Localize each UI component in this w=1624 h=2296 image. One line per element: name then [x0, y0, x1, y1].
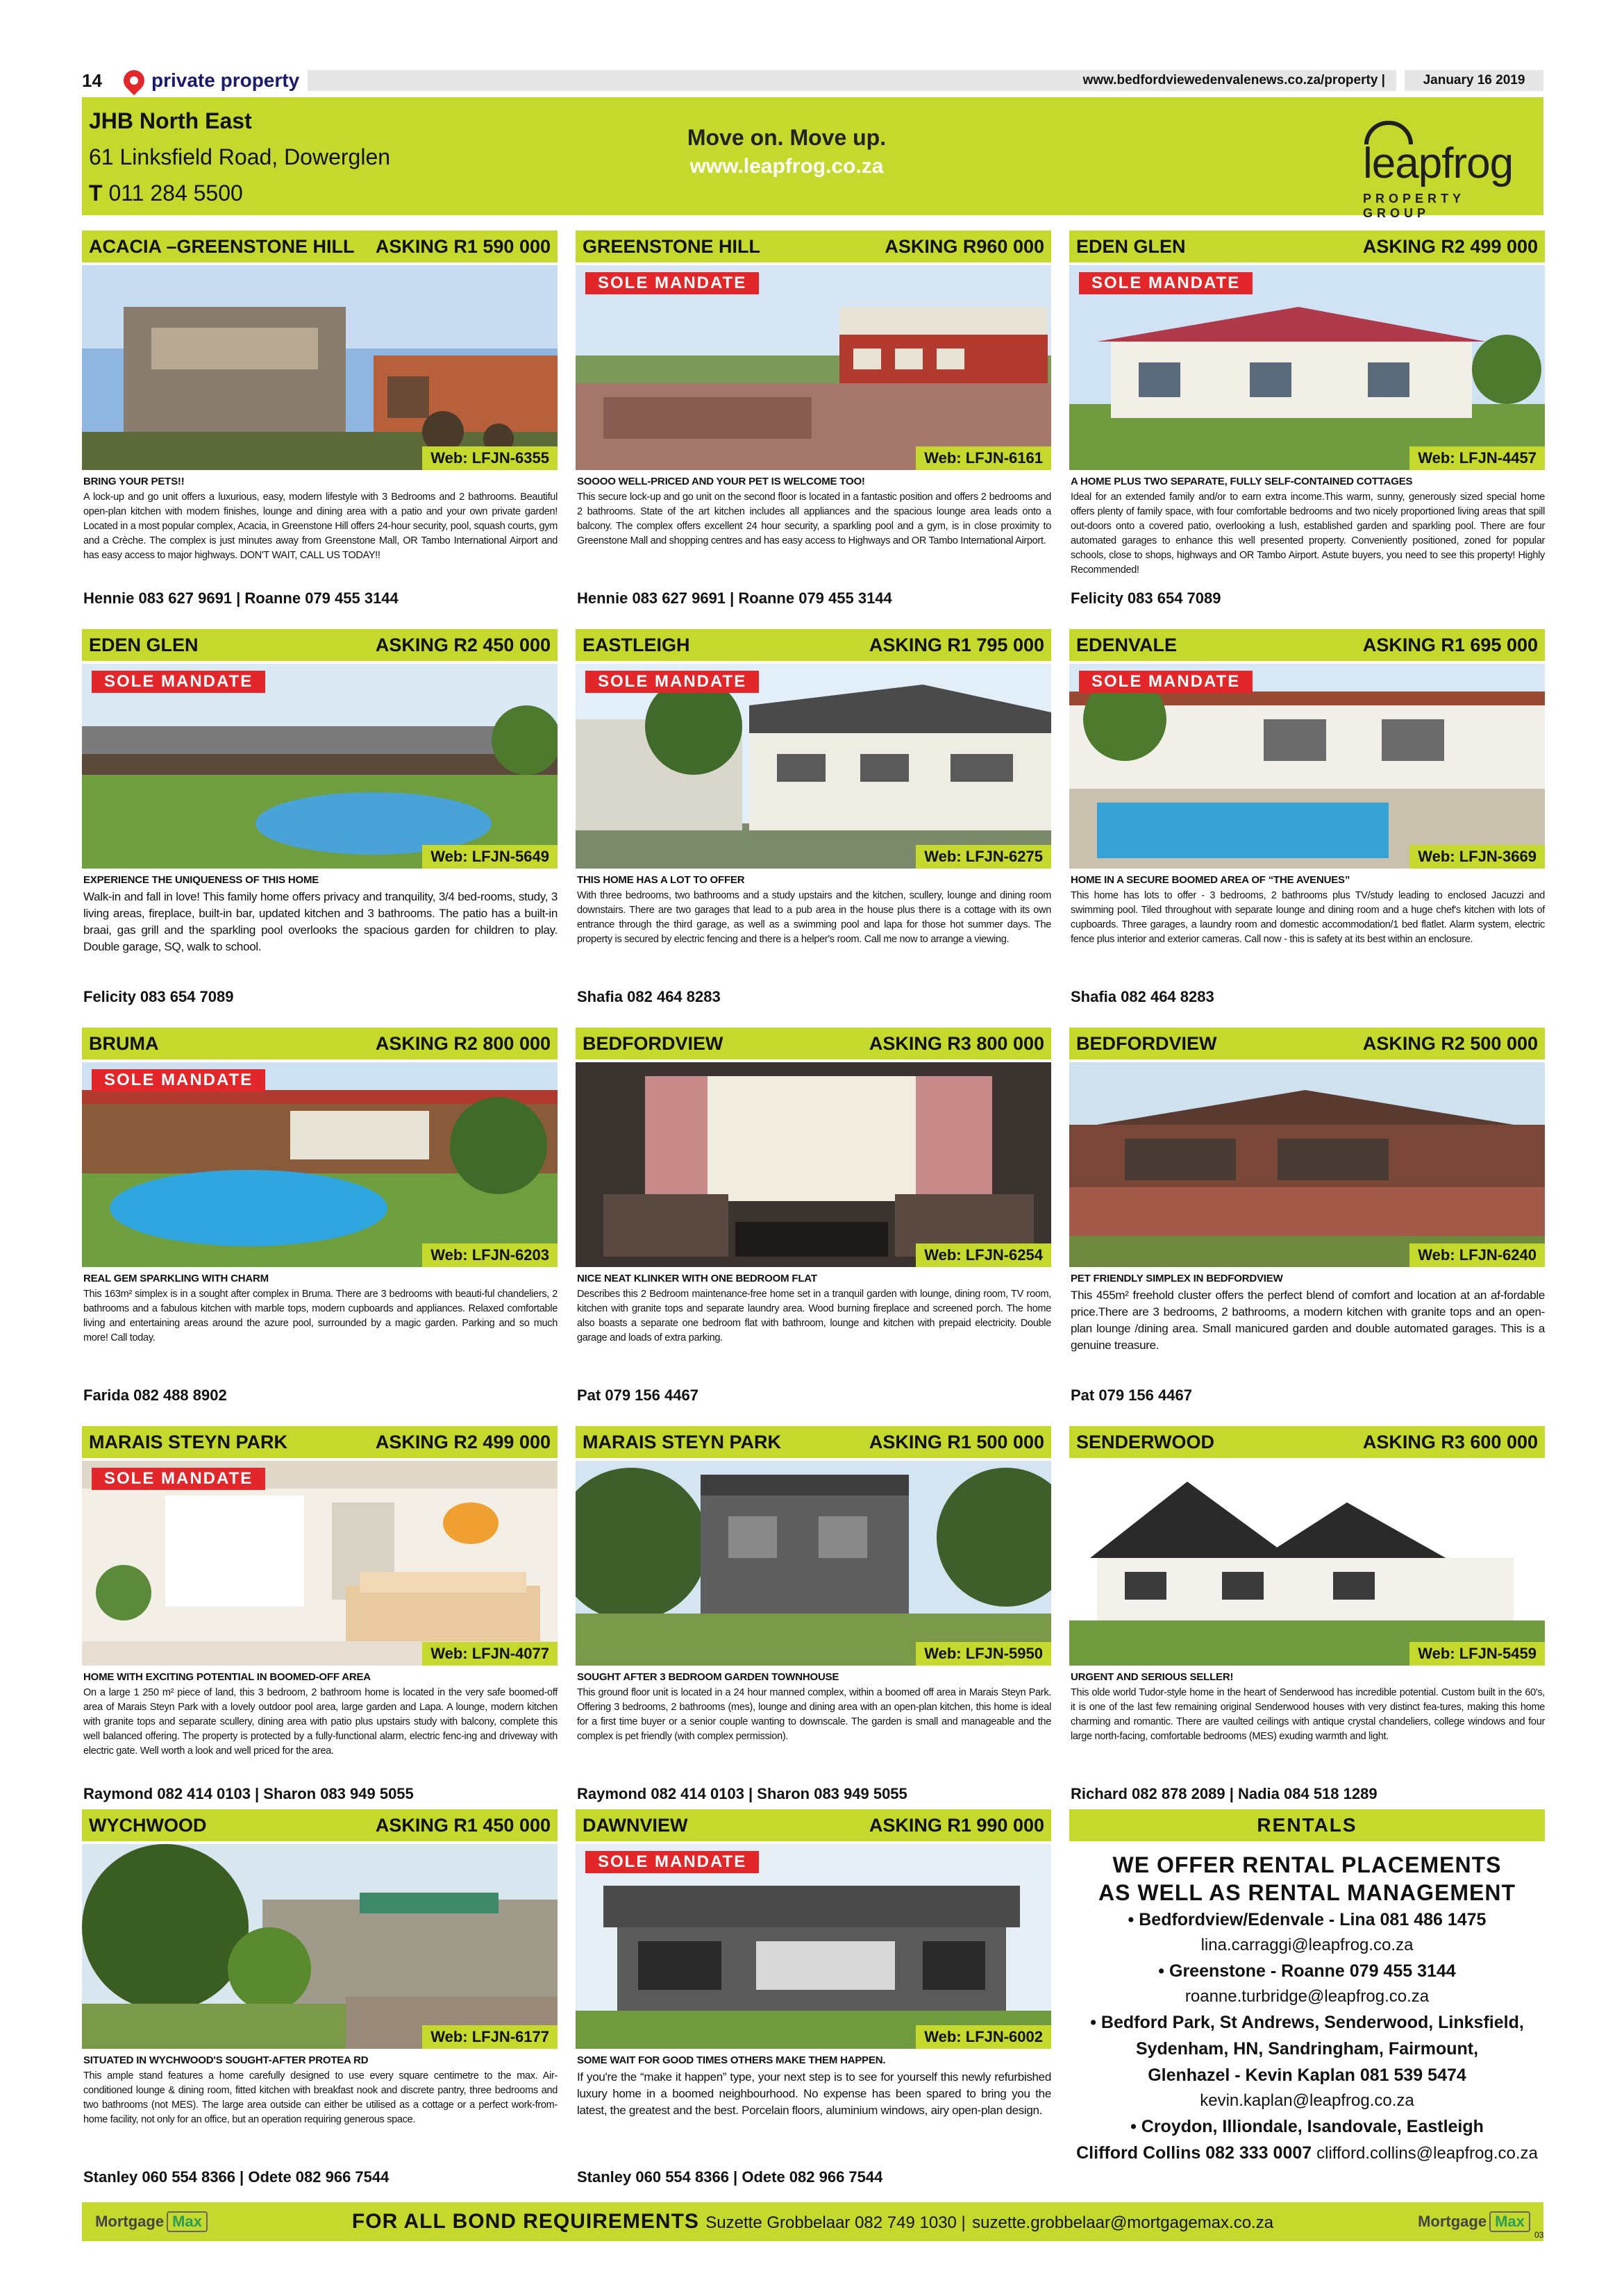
web-reference[interactable]: Web: LFJN-6002 — [916, 2025, 1051, 2049]
listing-photo[interactable] — [576, 664, 1051, 869]
web-reference[interactable]: Web: LFJN-6177 — [422, 2025, 558, 2049]
listing-agent-contact: Raymond 082 414 0103 | Sharon 083 949 5055 — [83, 1785, 414, 1802]
listing-description: Describes this 2 Bedroom maintenance-free home set in a tranquil garden with lounge, dining room, TV room, kitchen with granite tops and separate laundry area. Wood burning fireplace and screened porch. The home also boasts a separate one bedroom flat with bathroom, lounge and kitchen with prepaid electricity. Double garage and loads of extra parking. — [577, 1289, 1051, 1343]
listing-photo[interactable] — [1069, 664, 1545, 869]
rentals-email-clifford[interactable]: clifford.collins@leapfrog.co.za — [1316, 2144, 1538, 2163]
listing-price: ASKING R1 590 000 — [375, 235, 551, 257]
property-listing[interactable] — [82, 629, 558, 1007]
web-reference[interactable]: Web: LFJN-6240 — [1409, 1243, 1545, 1267]
listing-description: This home has lots to offer - 3 bedrooms, 2 bathrooms plus TV/study leading to enclosed Jacuzzi and swimming pool. Tiled throughout with separate lounge and dining room and a huge chef's kitchen with lots of cupboards. Three garages, a laundry room and domestic accommodation/1 bed flatlet. Alarm system, electric fence plus interior and exterior cameras. Call now - this is safety at its best within an enclosure. — [1071, 890, 1545, 945]
listing-body — [576, 869, 1051, 947]
phone-number: 011 284 5500 — [108, 181, 243, 206]
sole-mandate-badge: SOLE MANDATE — [585, 671, 759, 693]
listing-body — [576, 1666, 1051, 1744]
listing-photo-drawing — [82, 1844, 558, 2049]
listing-price: ASKING R3 600 000 — [1362, 1431, 1538, 1452]
listing-photo-drawing — [82, 1461, 558, 1666]
listing-title: HOME IN A SECURE BOOMED AREA OF “THE AVENUES” — [1071, 874, 1350, 886]
mm-word-a: Mortgage — [95, 2213, 165, 2230]
listing-title: PET FRIENDLY SIMPLEX IN BEDFORDVIEW — [1071, 1273, 1283, 1284]
listing-photo-drawing — [1069, 664, 1545, 869]
listing-title: REAL GEM SPARKLING WITH CHARM — [83, 1273, 269, 1284]
slogan: Move on. Move up. — [687, 125, 887, 150]
listing-header — [82, 1426, 558, 1458]
listing-header — [576, 1809, 1051, 1841]
listing-photo-drawing — [576, 265, 1051, 470]
rentals-clifford-phone: Clifford Collins 082 333 0007 — [1076, 2143, 1312, 2163]
listing-price: ASKING R2 800 000 — [375, 1032, 551, 1054]
listing-description: If you're the “make it happen” type, your next step is to see for yourself this newly refurbished luxury home in a boomed neighbourhood. No expense has been spared to bring you the latest, the greatest and the best. Porcelain floors, aluminium windows, airy open-plan design. — [577, 2070, 1051, 2117]
listing-photo-drawing — [576, 664, 1051, 869]
page-number: 14 — [82, 69, 102, 91]
office-phone — [89, 175, 390, 211]
listing-photo[interactable] — [1069, 265, 1545, 470]
issue-date: January 16 2019 — [1405, 70, 1543, 91]
brand-name: private property — [151, 69, 300, 91]
listing-header — [1069, 1426, 1545, 1458]
listing-photo[interactable] — [82, 265, 558, 470]
sole-mandate-badge: SOLE MANDATE — [92, 1069, 265, 1091]
property-listing[interactable] — [576, 231, 1051, 609]
listing-suburb: EDEN GLEN — [1076, 235, 1186, 257]
listing-photo[interactable] — [576, 1461, 1051, 1666]
listing-photo-drawing — [576, 1062, 1051, 1267]
site-url[interactable]: www.bedfordviewedenvalenews.co.za/property | — [1082, 73, 1385, 87]
office-header — [82, 97, 1543, 220]
sole-mandate-badge: SOLE MANDATE — [92, 671, 265, 693]
bond-footer — [82, 2202, 1543, 2241]
property-listing[interactable] — [576, 1809, 1051, 2188]
listing-header — [576, 1426, 1051, 1458]
listing-description: This olde world Tudor-style home in the heart of Senderwood has incredible potential. Custom built in the 60's, it is one of the last few remaining original Senderwood houses with very distinct fea-tures, making this home charming and romantic. There are vaulted ceilings with antique crystal chandeliers, college windows and four large north-facing, comfortable bedrooms (MES) exuding warmth and light. — [1071, 1687, 1545, 1742]
listing-agent-contact: Felicity 083 654 7089 — [83, 988, 234, 1005]
listing-photo[interactable] — [576, 1062, 1051, 1267]
listing-suburb: MARAIS STEYN PARK — [583, 1431, 782, 1452]
listing-title: HOME WITH EXCITING POTENTIAL IN BOOMED-OFF AREA — [83, 1671, 371, 1683]
listing-title: SOME WAIT FOR GOOD TIMES OTHERS MAKE THEM HAPPEN. — [577, 2054, 886, 2066]
rentals-areas-line-2: Sydenham, HN, Sandringham, Fairmount, — [1135, 2039, 1479, 2059]
office-address: 61 Linksfield Road, Dowerglen — [89, 144, 391, 169]
web-reference[interactable]: Web: LFJN-4077 — [422, 1642, 558, 1666]
property-listing[interactable] — [82, 1426, 558, 1804]
web-reference[interactable]: Web: LFJN-6355 — [422, 446, 558, 470]
listing-suburb: ACACIA –GREENSTONE HILL — [89, 235, 355, 257]
listing-description: On a large 1 250 m² piece of land, this 3 bedroom, 2 bathroom home is located in the very safe boomed-off area of Marais Steyn Park with a lovely outdoor pool area, large garden and Lapa. A lounge, modern kitchen with granite tops and separate scullery, dining area with patio plus upstairs study with balcony, complete this well balanced offering. The property is protected by a fully-functional alarm, electric fenc-ing and driveway with electric gate. Well worth a look and well priced for the area. — [83, 1687, 558, 1757]
listing-suburb: DAWNVIEW — [583, 1814, 688, 1836]
listing-body — [1069, 1267, 1545, 1354]
listing-title: SOUGHT AFTER 3 BEDROOM GARDEN TOWNHOUSE — [577, 1671, 839, 1683]
property-listing[interactable] — [1069, 1028, 1545, 1406]
listing-suburb: BRUMA — [89, 1032, 159, 1054]
phone-prefix: T — [89, 181, 103, 206]
sole-mandate-badge: SOLE MANDATE — [585, 1851, 759, 1873]
office-name: JHB North East — [89, 108, 252, 133]
office-details — [89, 103, 390, 211]
listing-title: A HOME PLUS TWO SEPARATE, FULLY SELF-CONTAINED COTTAGES — [1071, 476, 1413, 487]
rentals-title-1: WE OFFER RENTAL PLACEMENTS — [1112, 1852, 1502, 1877]
listing-suburb: MARAIS STEYN PARK — [89, 1431, 288, 1452]
sole-mandate-badge: SOLE MANDATE — [1079, 272, 1253, 294]
listing-photo-drawing — [1069, 1461, 1545, 1666]
listing-photo[interactable] — [1069, 1461, 1545, 1666]
bond-email[interactable]: suzette.grobbelaar@mortgagemax.co.za — [972, 2213, 1274, 2232]
listing-suburb: GREENSTONE HILL — [583, 235, 761, 257]
web-reference[interactable]: Web: LFJN-6275 — [916, 845, 1051, 869]
sole-mandate-badge: SOLE MANDATE — [585, 272, 759, 294]
listing-suburb: BEDFORDVIEW — [583, 1032, 723, 1054]
web-reference[interactable]: Web: LFJN-4457 — [1409, 446, 1545, 470]
listing-description: Walk-in and fall in love! This family home offers privacy and tranquility, 3/4 bed-rooms, study, 3 living areas, fireplace, built-in bar, updated kitchen and 3 bathrooms. The patio has a built-in braai, gas grill and the sparkling pool overlooks the spacious garden for children to play. Double garage, SQ, walk to school. — [83, 890, 558, 953]
property-listing[interactable] — [576, 1426, 1051, 1804]
mm-word-a: Mortgage — [1418, 2213, 1487, 2230]
listing-agent-contact: Stanley 060 554 8366 | Odete 082 966 7544 — [83, 2168, 390, 2186]
mm-word-b: Max — [1489, 2211, 1530, 2232]
web-reference[interactable]: Web: LFJN-6161 — [916, 446, 1051, 470]
listing-photo-drawing — [1069, 265, 1545, 470]
property-listing[interactable] — [82, 1809, 558, 2188]
listing-price: ASKING R1 450 000 — [375, 1814, 551, 1836]
property-listing[interactable] — [1069, 231, 1545, 609]
logo-word: leapfrog — [1363, 140, 1514, 187]
listing-photo[interactable] — [82, 1062, 558, 1267]
listing-header — [1069, 231, 1545, 262]
listing-price: ASKING R1 500 000 — [869, 1431, 1044, 1452]
listing-price: ASKING R2 450 000 — [375, 634, 551, 655]
property-listing[interactable] — [82, 231, 558, 609]
listing-price: ASKING R1 695 000 — [1362, 634, 1538, 655]
listing-body — [82, 1666, 558, 1759]
rentals-body — [1069, 1841, 1545, 2166]
mortgagemax-logo-right — [1405, 2202, 1543, 2241]
rentals-email-kevin[interactable]: kevin.kaplan@leapfrog.co.za — [1200, 2091, 1414, 2110]
listing-header — [1069, 1028, 1545, 1059]
listing-body — [1069, 869, 1545, 947]
listing-header — [82, 1028, 558, 1059]
listing-suburb: EDEN GLEN — [89, 634, 199, 655]
listing-suburb: SENDERWOOD — [1076, 1431, 1215, 1452]
web-reference[interactable]: Web: LFJN-5950 — [916, 1642, 1051, 1666]
listing-agent-contact: Hennie 083 627 9691 | Roanne 079 455 3144 — [577, 589, 892, 607]
rentals-heading: RENTALS — [1069, 1809, 1545, 1841]
listing-photo[interactable] — [1069, 1062, 1545, 1267]
listing-agent-contact: Raymond 082 414 0103 | Sharon 083 949 5055 — [577, 1785, 907, 1802]
web-reference[interactable]: Web: LFJN-6254 — [916, 1243, 1051, 1267]
property-listing[interactable] — [82, 1028, 558, 1406]
listing-photo[interactable] — [82, 1844, 558, 2049]
rentals-areas-line-3: • Croydon, Illiondale, Isandovale, Eastleigh — [1130, 2117, 1484, 2136]
listing-price: ASKING R1 795 000 — [869, 634, 1044, 655]
listing-header — [576, 629, 1051, 661]
leapfrog-logo — [1356, 118, 1523, 220]
listing-description: Ideal for an extended family and/or to earn extra income.This warm, sunny, generously sized special home offers plenty of family space, with four comfortable bedrooms and two nicely proportioned living areas that spill out-doors onto a covered patio, overlooking a lush, established garden and sparkling pool. There are four automated garages to enhance this well presented property. Conveniently positioned, zoned for popular schools, close to shops, highways and OR Tambo Airport. Astute buyers, you need to see this property! Highly Recommended! — [1071, 492, 1545, 576]
listing-agent-contact: Farida 082 488 8902 — [83, 1386, 227, 1404]
page-code: 03 — [1534, 2230, 1544, 2240]
bond-text — [221, 2210, 1405, 2234]
listing-description: With three bedrooms, two bathrooms and a study upstairs and the kitchen, scullery, lounge and dining room downstairs. There are two garages that lead to a pub area in the house plus there is a cottage with its own entrance through the third garage, as well as a swimming pool and lapa for those hot summer days. The property is secured by electric fencing and there is a helper's room. Call me now to arrange a viewing. — [577, 890, 1051, 945]
rentals-contact-kevin: Glenhazel - Kevin Kaplan 081 539 5474 — [1148, 2065, 1466, 2085]
listing-title: SITUATED IN WYCHWOOD'S SOUGHT-AFTER PROTEA RD — [83, 2054, 369, 2066]
mm-word-b: Max — [167, 2211, 208, 2232]
listing-body — [576, 1267, 1051, 1346]
listing-suburb: EASTLEIGH — [583, 634, 690, 655]
listing-body — [82, 2049, 558, 2127]
web-reference[interactable]: Web: LFJN-3669 — [1409, 845, 1545, 869]
rentals-contact-clifford — [1069, 2140, 1545, 2166]
listing-header — [82, 1809, 558, 1841]
listing-title: SOOOO WELL-PRICED AND YOUR PET IS WELCOME TOO! — [577, 476, 865, 487]
listing-body — [82, 1267, 558, 1346]
site-url-bar — [308, 70, 1396, 91]
property-listing[interactable] — [576, 629, 1051, 1007]
listing-agent-contact: Stanley 060 554 8366 | Odete 082 966 7544 — [577, 2168, 883, 2186]
listing-body — [576, 2049, 1051, 2119]
listing-description: This ground floor unit is located in a 24 hour manned complex, within a boomed off area in Marais Steyn Park. Offering 3 bedrooms, 2 bathrooms (mes), lounge and dining area with an open-plan kitchen, this home is ideal for a first time buyer or a senior couple wanting to downscale. The garden is small and manageable and the complex is pet friendly (with complex permission). — [577, 1687, 1051, 1742]
listing-header — [1069, 629, 1545, 661]
listing-header — [576, 231, 1051, 262]
listing-header — [82, 231, 558, 262]
listing-title: EXPERIENCE THE UNIQUENESS OF THIS HOME — [83, 874, 319, 886]
web-reference[interactable]: Web: LFJN-5459 — [1409, 1642, 1545, 1666]
property-listing[interactable] — [1069, 1426, 1545, 1804]
listing-description: This 455m² freehold cluster offers the perfect blend of comfort and location at an af-fordable price.There are 3 bedrooms, 2 bathrooms, a modern kitchen with granite tops and an open-plan lounge /dining area. Small manicured garden and double automated garages. This is a genuine treasure. — [1071, 1289, 1545, 1352]
listing-agent-contact: Richard 082 878 2089 | Nadia 084 518 1289 — [1071, 1785, 1378, 1802]
listing-title: THIS HOME HAS A LOT TO OFFER — [577, 874, 745, 886]
rentals-title-2: AS WELL AS RENTAL MANAGEMENT — [1098, 1880, 1516, 1905]
rentals-email-roanne[interactable]: roanne.turbridge@leapfrog.co.za — [1184, 1987, 1430, 2006]
sole-mandate-badge: SOLE MANDATE — [1079, 671, 1253, 693]
logo-subtitle: PROPERTY GROUP — [1363, 192, 1465, 220]
listing-photo-drawing — [576, 1844, 1051, 2049]
rentals-areas-line-1: • Bedford Park, St Andrews, Senderwood, Linksfield, — [1090, 2013, 1524, 2032]
slogan-block — [623, 125, 950, 178]
listing-photo[interactable] — [82, 664, 558, 869]
listing-title: NICE NEAT KLINKER WITH ONE BEDROOM FLAT — [577, 1273, 817, 1284]
mortgagemax-logo-left — [82, 2202, 221, 2241]
listing-body — [82, 869, 558, 955]
listing-description: A lock-up and go unit offers a luxurious, easy, modern lifestyle with 3 Bedrooms and 2 bathrooms. Beautiful open-plan kitchen with modern finishes, lounge and dining area with a patio and your own private garden! Located in a most popular complex, Acacia, in Greenstone Hill offers 24-hour security, pool, squash courts, gym and a Crèche. The complex is just minutes away from Greenstone Mall, OR Tambo International Airport and has easy access to major highways. DON'T WAIT, CALL US TODAY!! — [83, 492, 558, 561]
listing-photo[interactable] — [576, 1844, 1051, 2049]
bond-contact: Suzette Grobbelaar 082 749 1030 | — [705, 2213, 966, 2232]
property-listing[interactable] — [1069, 629, 1545, 1007]
listing-agent-contact: Shafia 082 464 8283 — [577, 988, 721, 1005]
listing-title: URGENT AND SERIOUS SELLER! — [1071, 1671, 1234, 1683]
listing-photo-drawing — [82, 265, 558, 470]
listing-photo-drawing — [1069, 1062, 1545, 1267]
listing-photo[interactable] — [82, 1461, 558, 1666]
listing-price: ASKING R2 500 000 — [1362, 1032, 1538, 1054]
listing-suburb: BEDFORDVIEW — [1076, 1032, 1217, 1054]
rentals-email-lina[interactable]: lina.carraggi@leapfrog.co.za — [1200, 1936, 1414, 1954]
listing-price: ASKING R2 499 000 — [1362, 235, 1538, 257]
listing-photo[interactable] — [576, 265, 1051, 470]
listing-body — [1069, 1666, 1545, 1744]
web-reference[interactable]: Web: LFJN-6203 — [422, 1243, 558, 1267]
listing-body — [576, 470, 1051, 548]
listing-photo-drawing — [576, 1461, 1051, 1666]
listing-agent-contact: Hennie 083 627 9691 | Roanne 079 455 3144 — [83, 589, 399, 607]
top-strip — [82, 67, 1543, 94]
listing-body — [82, 470, 558, 563]
listing-header — [576, 1028, 1051, 1059]
listing-body — [1069, 470, 1545, 578]
listing-price: ASKING R1 990 000 — [869, 1814, 1044, 1836]
listing-suburb: EDENVALE — [1076, 634, 1178, 655]
listing-photo-drawing — [82, 1062, 558, 1267]
rentals-contact-greenstone: • Greenstone - Roanne 079 455 3144 — [1158, 1961, 1456, 1981]
rentals-panel — [1069, 1809, 1545, 2188]
listing-description: This 163m² simplex is in a sought after complex in Bruma. There are 3 bedrooms with beauti-ful chandeliers, 2 bathrooms and a fabulous kitchen with marble tops, modern cupboards and appliances. Relaxed comfortable living and entertaining areas around the azure pool, surrounded by a magic garden. Parking and so much more! Call today. — [83, 1289, 558, 1343]
listing-agent-contact: Felicity 083 654 7089 — [1071, 589, 1221, 607]
private-property-logo — [124, 69, 299, 92]
listing-agent-contact: Pat 079 156 4467 — [577, 1386, 698, 1404]
web-reference[interactable]: Web: LFJN-5649 — [422, 845, 558, 869]
listing-title: BRING YOUR PETS!! — [83, 476, 185, 487]
rentals-contact-bedfordview: • Bedfordview/Edenvale - Lina 081 486 1475 — [1128, 1910, 1487, 1929]
listing-description: This ample stand features a home carefully designed to use every square centimetre to the max. Air-conditioned lounge & dining room, fitted kitchen with breakfast nook and discrete pantry, three bedrooms and two bathrooms (not MES). The large area outside can either be utilised as a cottage or a perfect work-from-home facility, not only for an office, but an operation requiring generous space. — [83, 2070, 558, 2125]
property-listing[interactable] — [576, 1028, 1051, 1406]
listing-description: This secure lock-up and go unit on the second floor is located in a fantastic position and offers 2 bedrooms and 2 bathrooms. State of the art kitchen includes all appliances and the spacious lounge area leads onto a balcony. The complex offers excellent 24 hour security, a sparkling pool and a gym, is in close proximity to Greenstone Mall and shopping centres and has easy access to Highways and OR Tambo International Airport. — [577, 492, 1051, 546]
sole-mandate-badge: SOLE MANDATE — [92, 1468, 265, 1490]
website-link[interactable]: www.leapfrog.co.za — [689, 155, 884, 178]
listing-agent-contact: Shafia 082 464 8283 — [1071, 988, 1214, 1005]
listing-photo-drawing — [82, 664, 558, 869]
location-pin-icon — [119, 66, 149, 95]
bond-heading: FOR ALL BOND REQUIREMENTS — [351, 2210, 699, 2233]
listing-agent-contact: Pat 079 156 4467 — [1071, 1386, 1192, 1404]
listing-price: ASKING R2 499 000 — [375, 1431, 551, 1452]
listing-header — [82, 629, 558, 661]
listing-price: ASKING R960 000 — [885, 235, 1044, 257]
listing-price: ASKING R3 800 000 — [869, 1032, 1044, 1054]
listing-suburb: WYCHWOOD — [89, 1814, 207, 1836]
